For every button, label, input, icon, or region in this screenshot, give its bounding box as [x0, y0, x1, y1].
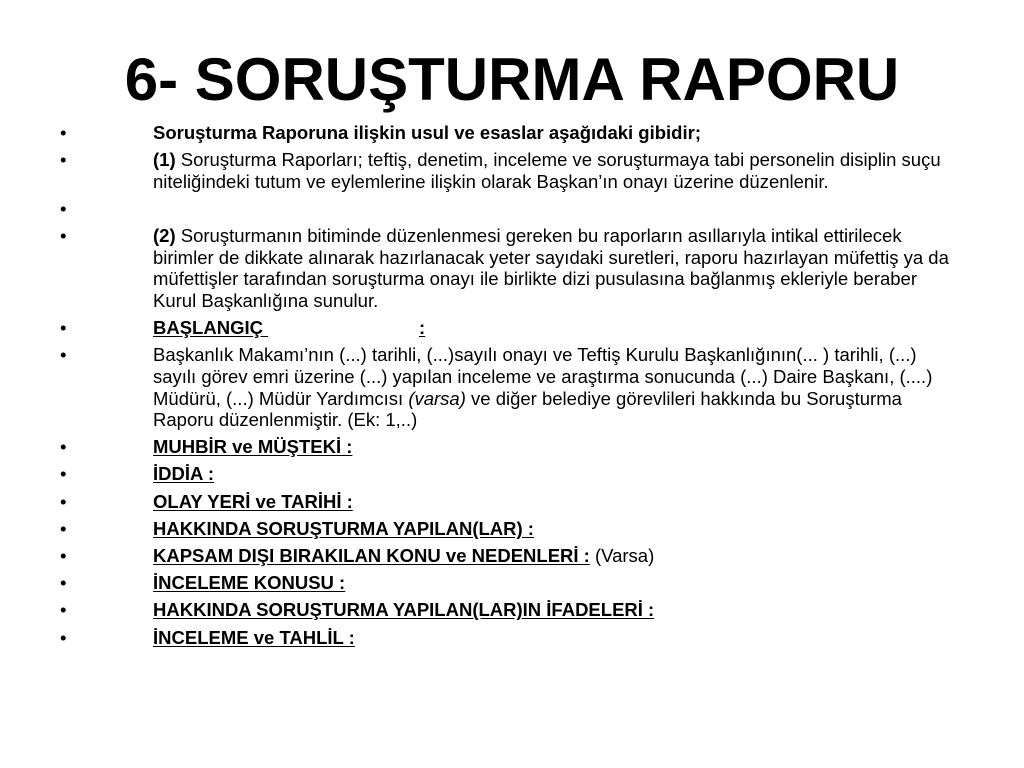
- baslangic-text-part-2: ve diğer belediye görevlileri hakkında bu Soruşturma Raporu düzenlenmiştir. (Ek: 1,..): [153, 387, 902, 431]
- baslangic-text: [153, 344, 958, 430]
- iddia-heading: İDDİA :: [153, 463, 214, 485]
- paragraph-1-text: Soruşturma Raporları; teftiş, denetim, inceleme ve soruşturmaya tabi personelin disiplin suçu niteliğindeki tutum ve eylemlerine ilişkin olarak Başkan’ın onayı üzerine düzenlenir.: [153, 149, 941, 192]
- muhbir-heading: MUHBİR ve MÜŞTEKİ :: [153, 436, 353, 458]
- paragraph-1-number: (1): [153, 149, 176, 171]
- kapsam-disi-note: (Varsa): [589, 545, 655, 567]
- baslangic-label: BAŞLANGIÇ: [153, 317, 263, 339]
- slide-title: 6- SORUŞTURMA RAPORU: [124, 46, 900, 113]
- list-item-inceleme-konusu: [58, 572, 958, 594]
- list-item-empty: [58, 198, 958, 220]
- list-item-paragraph-1: [58, 149, 958, 192]
- baslangic-heading: [153, 317, 958, 339]
- kapsam-disi-heading: KAPSAM DIŞI BIRAKILAN KONU ve NEDENLERİ :: [153, 545, 590, 567]
- empty-text: [153, 198, 958, 220]
- list-item-olay-yeri: [58, 491, 958, 513]
- bullet-marker: •: [60, 317, 67, 339]
- bullet-marker: •: [60, 490, 67, 512]
- list-item-iddia: [58, 463, 958, 485]
- list-item-baslangic-text: [58, 344, 958, 430]
- inceleme-konusu-heading: İNCELEME KONUSU :: [153, 572, 346, 594]
- list-item-ifadeleri: [58, 599, 958, 621]
- bullet-marker: •: [60, 225, 67, 247]
- list-item-intro: [58, 122, 958, 144]
- hakkinda-heading: HAKKINDA SORUŞTURMA YAPILAN(LAR) :: [153, 517, 534, 539]
- list-item-baslangic-heading: [58, 317, 958, 339]
- list-item-kapsam-disi: [58, 545, 958, 567]
- paragraph-2-text: Soruşturmanın bitiminde düzenlenmesi gereken bu raporların asıllarıyla intikal ettirilecek birimler de dikkate alınarak hazırlanacak yeter sayıdaki suretleri, raporu hazırlayan müfettiş ya da müfettişler tarafından soruşturma onayı ile birlikte dizi pusulasına bağlanmış ekleriyle beraber Kurul Başkanlığına sunulur.: [153, 225, 949, 311]
- bullet-marker: •: [60, 626, 67, 648]
- bullet-marker: •: [60, 436, 67, 458]
- bullet-marker: •: [60, 122, 67, 143]
- paragraph-2-number: (2): [153, 225, 176, 247]
- baslangic-text-part-1: Başkanlık Makamı’nın (...) tarihli, (...)sayılı onayı ve Teftiş Kurulu Başkanlığının(... ) tarihli, (...) sayılı görev emri üzerine (...) yapılan inceleme ve araştırma sonucunda (...) Daire Başkanı, (....) Müdürü, (...) Müdür Yardımcısı: [153, 344, 933, 409]
- paragraph-2: [153, 225, 958, 311]
- bullet-marker: •: [60, 572, 67, 594]
- inceleme-tahlil-heading: İNCELEME ve TAHLİL :: [153, 626, 355, 648]
- baslangic-text-italic: (varsa): [408, 387, 466, 409]
- baslangic-underline-gap: [263, 317, 419, 339]
- olay-yeri-heading: OLAY YERİ ve TARİHİ :: [153, 490, 353, 512]
- paragraph-1: [153, 149, 958, 192]
- baslangic-colon: :: [418, 317, 426, 339]
- bullet-marker: •: [60, 197, 67, 219]
- bullet-marker: •: [60, 599, 67, 621]
- ifadeleri-heading: HAKKINDA SORUŞTURMA YAPILAN(LAR)IN İFADELERİ :: [153, 599, 655, 621]
- bullet-marker: •: [60, 463, 67, 485]
- bullet-list: [58, 122, 958, 654]
- list-item-muhbir: [58, 436, 958, 458]
- list-item-hakkinda: [58, 518, 958, 540]
- list-item-paragraph-2: [58, 225, 958, 311]
- bullet-marker: •: [60, 149, 67, 171]
- list-item-inceleme-tahlil: [58, 627, 958, 649]
- bullet-marker: •: [60, 545, 67, 567]
- bullet-marker: •: [60, 517, 67, 539]
- bullet-marker: •: [60, 344, 67, 366]
- intro-text: Soruşturma Raporuna ilişkin usul ve esaslar aşağıdaki gibidir;: [153, 122, 701, 143]
- kapsam-disi-line: [153, 545, 958, 567]
